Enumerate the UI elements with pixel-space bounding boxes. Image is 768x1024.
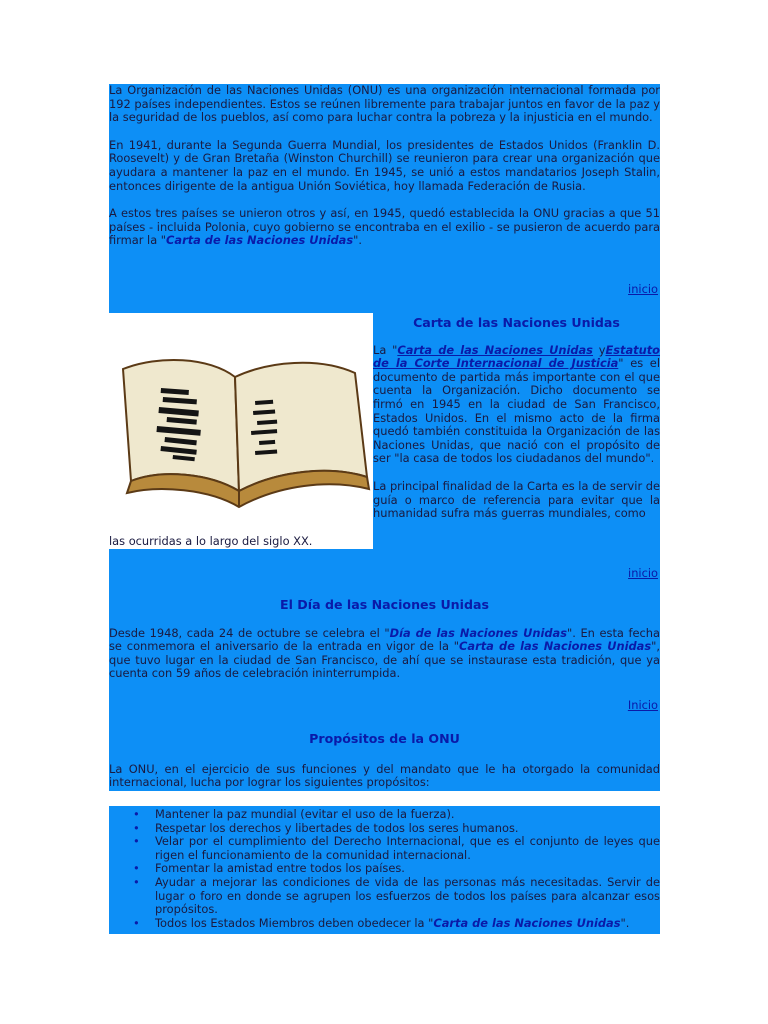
carta-text-column bbox=[373, 313, 660, 521]
propositos-list bbox=[109, 806, 660, 930]
book-illustration bbox=[109, 313, 373, 535]
inicio-link[interactable]: Inicio bbox=[627, 698, 658, 712]
intro-section bbox=[109, 84, 660, 313]
last-item-text: Todos los Estados Miembros deben obedecer la " bbox=[155, 915, 434, 930]
intro-paragraph-2: En 1941, durante la Segunda Guerra Mundial, los presidentes de Estados Unidos (Franklin D. Roosevelt) y de Gran Bretaña (Winston Churchill) se reunieron para crear una organización que ayudara a mantener la paz en el mundo. En 1945, se unió a estos mandatarios Joseph Stalin, entonces dirigente de la antigua Unión Soviética, hoy llamada Federación de Rusia. bbox=[109, 137, 660, 193]
inicio-link[interactable]: inicio bbox=[628, 282, 658, 296]
list-item bbox=[155, 917, 660, 931]
inicio-link-row-1 bbox=[628, 283, 658, 297]
dia-text-2: ". En esta fecha se conmemora el aniversario de la entrada en vigor de la " bbox=[109, 625, 660, 654]
dia-paragraph bbox=[109, 627, 660, 681]
last-item-end: ". bbox=[620, 915, 630, 930]
carta-heading: Carta de las Naciones Unidas bbox=[413, 315, 620, 330]
intro-paragraph-1: La Organización de las Naciones Unidas (ONU) es una organización internacional formada por 192 países independientes. Estos se reúnen libremente para trabajar juntos en favor de la paz y la seguridad de los pueblos, así como para luchar contra la pobreza y la injusticia en el mundo. bbox=[109, 83, 660, 125]
dia-text-1: Desde 1948, cada 24 de octubre se celebra el " bbox=[109, 625, 390, 640]
dia-text-3: ", que tuvo lugar en la ciudad de San Francisco, de ahí que se instaurase esta tradición, que ya cuenta con 59 años de celebración ininterrumpida. bbox=[109, 639, 661, 681]
list-item: • Ayudar a mejorar las condiciones de vida de las personas más necesitadas. Servir de lugar o foro en donde se agrupen los esfuerzos de todos los países para alcanzar esos propósitos. bbox=[155, 876, 660, 917]
propositos-list-box bbox=[109, 806, 660, 934]
carta-paragraph-2-tail: las ocurridas a lo largo del siglo XX. bbox=[109, 535, 373, 549]
carta-section bbox=[109, 313, 660, 583]
open-book-image bbox=[109, 313, 373, 535]
carta-p1-start: La " bbox=[373, 342, 398, 357]
carta-paragraph-2: La principal finalidad de la Carta es la de servir de guía o marco de referencia para evitar que la humanidad sufra más guerras mundiales, como bbox=[373, 478, 661, 521]
estatuto-link[interactable]: Estatuto de la Corte Internacional de Justicia bbox=[373, 342, 660, 371]
carta-reference: Carta de las Naciones Unidas bbox=[433, 915, 621, 930]
intro-paragraph-3 bbox=[109, 207, 660, 248]
carta-link[interactable]: Carta de las Naciones Unidas bbox=[397, 342, 593, 357]
list-item: • Respetar los derechos y libertades de todos los seres humanos. bbox=[155, 822, 660, 836]
dia-section bbox=[109, 583, 660, 717]
propositos-heading: Propósitos de la ONU bbox=[309, 731, 460, 746]
intro-p3-text: A estos tres países se unieron otros y así, en 1945, quedó establecida la ONU gracias a que 51 países - incluida Polonia, cuyo gobierno se encontraba en el exilio - se pusieron de acuerdo para firmar la " bbox=[109, 206, 660, 248]
list-item: • Mantener la paz mundial (evitar el uso de la fuerza). bbox=[155, 808, 660, 822]
dia-reference: Día de las Naciones Unidas bbox=[389, 625, 567, 640]
carta-p1-rest: " es el documento de partida más importante con el que cuenta la Organización. Dicho documento se firmó en 1945 en la ciudad de San Francisco, Estados Unidos. En el mismo acto de la firma quedó también constituida la Organización de las Naciones Unidas, que nació con el propósito de ser "la casa de todos los ciudadanos del mundo". bbox=[373, 356, 660, 466]
propositos-intro: La ONU, en el ejercicio de sus funciones y del mandato que le ha otorgado la comunidad internacional, lucha por lograr los siguientes propósitos: bbox=[109, 761, 660, 790]
carta-p1-and: y bbox=[592, 342, 606, 357]
inicio-link[interactable]: inicio bbox=[628, 566, 658, 580]
list-item: • Fomentar la amistad entre todos los países. bbox=[155, 862, 660, 876]
inicio-link-row-2 bbox=[628, 567, 658, 581]
intro-p3-end: ". bbox=[353, 233, 363, 248]
carta-reference: Carta de las Naciones Unidas bbox=[459, 639, 652, 654]
inicio-link-row-3 bbox=[628, 699, 658, 713]
list-item: • Velar por el cumplimiento del Derecho Internacional, que es el conjunto de leyes que rigen el funcionamiento de la comunidad internacional. bbox=[155, 835, 660, 862]
propositos-section bbox=[109, 717, 660, 791]
carta-paragraph-1 bbox=[373, 344, 660, 466]
dia-heading: El Día de las Naciones Unidas bbox=[280, 597, 489, 612]
carta-reference: Carta de las Naciones Unidas bbox=[166, 233, 354, 248]
